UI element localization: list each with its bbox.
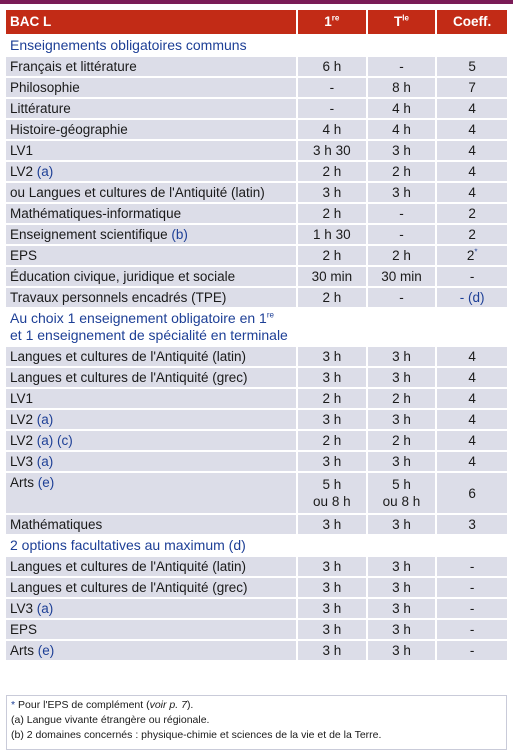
header-terminale: $T^{le}$ (368, 10, 436, 34)
row-label: Mathématiques-informatique (6, 204, 296, 223)
cell-premiere: 3 h (298, 410, 366, 429)
cell-terminale: 3 h (368, 599, 436, 618)
bac-l-table (4, 8, 509, 662)
cell-coeff: 4 (437, 183, 507, 202)
cell-premiere: 2 h (298, 288, 366, 307)
cell-terminale: - (368, 204, 436, 223)
cell-premiere: - (298, 99, 366, 118)
row-label: Langues et cultures de l'Antiquité (latin) (6, 557, 296, 576)
table-row (6, 78, 507, 97)
cell-terminale: 3 h (368, 347, 436, 366)
cell-terminale: 3 h (368, 410, 436, 429)
row-label: Arts (e) (6, 641, 296, 660)
table-row (6, 99, 507, 118)
cell-coeff: 4 (437, 99, 507, 118)
row-label: LV2 (a) (6, 162, 296, 181)
cell-premiere: 6 h (298, 57, 366, 76)
cell-premiere: 3 h (298, 599, 366, 618)
cell-terminale: 8 h (368, 78, 436, 97)
table-row (6, 246, 507, 265)
row-label: Éducation civique, juridique et sociale (6, 267, 296, 286)
row-label: Mathématiques (6, 515, 296, 534)
row-label: EPS (6, 246, 296, 265)
cell-coeff: 4 (437, 120, 507, 139)
section-title: Au choix 1 enseignement obligatoire en 1re et 1 enseignement de spécialité en terminale (6, 309, 507, 345)
table-row (6, 431, 507, 450)
cell-terminale: 2 h (368, 162, 436, 181)
table-row (6, 141, 507, 160)
cell-coeff: - (437, 267, 507, 286)
cell-coeff: 4 (437, 452, 507, 471)
table-row (6, 473, 507, 513)
cell-coeff: 6 (437, 473, 507, 513)
table-row (6, 57, 507, 76)
section-title: 2 options facultatives au maximum (d) (6, 536, 507, 555)
cell-terminale: 3 h (368, 141, 436, 160)
cell-terminale: 2 h (368, 389, 436, 408)
footnote-a: (a) Langue vivante étrangère ou régionale. (11, 714, 210, 726)
cell-premiere: 3 h (298, 578, 366, 597)
row-label: Histoire-géographie (6, 120, 296, 139)
cell-coeff: - (437, 578, 507, 597)
cell-premiere: 2 h (298, 389, 366, 408)
cell-coeff: 3 (437, 515, 507, 534)
header-coeff: Coeff. (437, 10, 507, 34)
cell-terminale: - (368, 288, 436, 307)
cell-terminale: 3 h (368, 515, 436, 534)
table-row (6, 347, 507, 366)
cell-coeff: 4 (437, 347, 507, 366)
cell-premiere: 3 h (298, 557, 366, 576)
cell-coeff: 2* (437, 246, 507, 265)
row-label: Arts (e) (6, 473, 296, 513)
cell-premiere: 1 h 30 (298, 225, 366, 244)
row-label: Langues et cultures de l'Antiquité (latin) (6, 347, 296, 366)
cell-terminale: - (368, 225, 436, 244)
cell-premiere: 2 h (298, 431, 366, 450)
table-row (6, 120, 507, 139)
table-row (6, 641, 507, 660)
section-title-row (6, 536, 507, 555)
footnote-b: (b) 2 domaines concernés : physique-chimie et sciences de la vie et de la Terre. (11, 729, 382, 741)
cell-coeff: - (437, 641, 507, 660)
cell-coeff: 7 (437, 78, 507, 97)
cell-terminale: 5 h ou 8 h (368, 473, 436, 513)
cell-terminale: 2 h (368, 246, 436, 265)
section-title-row (6, 36, 507, 55)
cell-terminale: 30 min (368, 267, 436, 286)
cell-premiere: 2 h (298, 162, 366, 181)
section-title-row (6, 309, 507, 345)
cell-coeff: - (437, 599, 507, 618)
cell-coeff: 5 (437, 57, 507, 76)
cell-terminale: 3 h (368, 557, 436, 576)
table-row (6, 183, 507, 202)
table-row (6, 620, 507, 639)
table-row (6, 452, 507, 471)
table-row (6, 557, 507, 576)
row-label: Littérature (6, 99, 296, 118)
row-label: LV1 (6, 141, 296, 160)
cell-premiere: 3 h 30 (298, 141, 366, 160)
cell-coeff: - (437, 557, 507, 576)
table-row (6, 368, 507, 387)
cell-premiere: 3 h (298, 452, 366, 471)
cell-coeff: 4 (437, 162, 507, 181)
cell-terminale: 3 h (368, 641, 436, 660)
cell-coeff: 4 (437, 431, 507, 450)
cell-coeff: 2 (437, 204, 507, 223)
cell-terminale: 3 h (368, 452, 436, 471)
row-label: Travaux personnels encadrés (TPE) (6, 288, 296, 307)
cell-terminale: 3 h (368, 578, 436, 597)
header-title: BAC L (6, 10, 296, 34)
cell-premiere: 2 h (298, 246, 366, 265)
cell-coeff: 4 (437, 410, 507, 429)
header-premiere: 1re (298, 10, 366, 34)
row-label: Langues et cultures de l'Antiquité (grec) (6, 578, 296, 597)
footnote-star: * Pour l'EPS de complément (voir p. 7). (11, 699, 194, 711)
footnotes (6, 695, 507, 750)
table-row (6, 225, 507, 244)
footnote-ref: (a) (36, 454, 54, 469)
table-row (6, 204, 507, 223)
footnote-ref: (e) (37, 475, 55, 490)
cell-terminale: 3 h (368, 183, 436, 202)
cell-terminale: 3 h (368, 368, 436, 387)
footnote-ref: (a) (36, 412, 54, 427)
cell-premiere: 3 h (298, 183, 366, 202)
cell-premiere: 30 min (298, 267, 366, 286)
row-label: LV2 (a) (6, 410, 296, 429)
cell-coeff: - (d) (437, 288, 507, 307)
row-label: LV2 (a) (c) (6, 431, 296, 450)
row-label: Français et littérature (6, 57, 296, 76)
cell-premiere: 3 h (298, 368, 366, 387)
table-row (6, 162, 507, 181)
table-row (6, 267, 507, 286)
cell-terminale: 3 h (368, 620, 436, 639)
row-label: LV3 (a) (6, 599, 296, 618)
cell-terminale: 4 h (368, 120, 436, 139)
row-label: Enseignement scientifique (b) (6, 225, 296, 244)
footnote-ref: (a) (c) (36, 433, 73, 448)
row-label: ou Langues et cultures de l'Antiquité (latin) (6, 183, 296, 202)
cell-coeff: 4 (437, 368, 507, 387)
row-label: Langues et cultures de l'Antiquité (grec) (6, 368, 296, 387)
table-row (6, 578, 507, 597)
cell-coeff: 4 (437, 141, 507, 160)
row-label: Philosophie (6, 78, 296, 97)
cell-coeff: 2 (437, 225, 507, 244)
cell-premiere: 3 h (298, 515, 366, 534)
cell-premiere: 3 h (298, 347, 366, 366)
row-label: LV1 (6, 389, 296, 408)
footnote-ref: (a) (36, 601, 54, 616)
table-row (6, 410, 507, 429)
cell-premiere: - (298, 78, 366, 97)
row-label: LV3 (a) (6, 452, 296, 471)
footnote-ref: (e) (37, 643, 55, 658)
cell-premiere: 2 h (298, 204, 366, 223)
cell-premiere: 5 h ou 8 h (298, 473, 366, 513)
table-row (6, 389, 507, 408)
cell-terminale: 4 h (368, 99, 436, 118)
table-row (6, 515, 507, 534)
footnote-ref: (a) (36, 164, 54, 179)
cell-coeff: - (437, 620, 507, 639)
cell-terminale: 2 h (368, 431, 436, 450)
table-row (6, 288, 507, 307)
section-title: Enseignements obligatoires communs (6, 36, 507, 55)
top-strip (0, 0, 513, 4)
header-row (6, 10, 507, 34)
cell-premiere: 4 h (298, 120, 366, 139)
cell-premiere: 3 h (298, 641, 366, 660)
table-row (6, 599, 507, 618)
cell-premiere: 3 h (298, 620, 366, 639)
row-label: EPS (6, 620, 296, 639)
cell-terminale: - (368, 57, 436, 76)
cell-coeff: 4 (437, 389, 507, 408)
footnote-ref: (b) (171, 227, 188, 242)
